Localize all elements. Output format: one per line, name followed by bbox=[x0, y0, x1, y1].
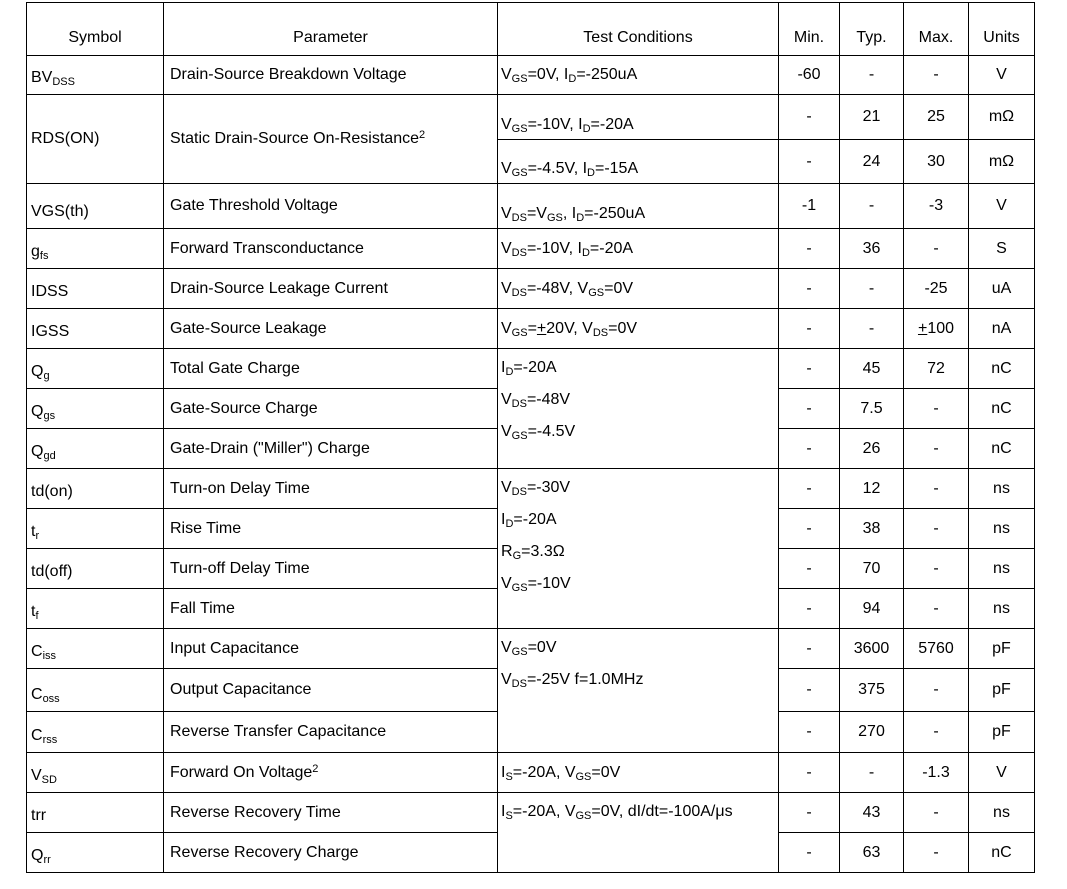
min-cell: - bbox=[779, 833, 840, 873]
table-row bbox=[27, 629, 1035, 669]
symbol-cell: td(on) bbox=[27, 469, 164, 509]
unit-cell: ns bbox=[969, 589, 1035, 629]
min-cell: - bbox=[779, 389, 840, 429]
max-cell: -25 bbox=[904, 269, 969, 309]
header-units: Units bbox=[969, 3, 1035, 56]
symbol-cell: $Q_{gd}$ bbox=[27, 429, 164, 469]
unit-cell: mΩ bbox=[969, 95, 1035, 140]
min-cell: - bbox=[779, 589, 840, 629]
unit-cell: mΩ bbox=[969, 140, 1035, 184]
typ-cell: 43 bbox=[840, 793, 904, 833]
parameter-cell: Reverse Recovery Charge bbox=[164, 833, 498, 873]
header-max: Max. bbox=[904, 3, 969, 56]
typ-cell: 7.5 bbox=[840, 389, 904, 429]
symbol-cell: $C_{oss}$ bbox=[27, 669, 164, 712]
parameter-cell: Turn-off Delay Time bbox=[164, 549, 498, 589]
typ-cell: 26 bbox=[840, 429, 904, 469]
condition-line: $V_{DS}=-25V$ f=1.0MHz bbox=[501, 671, 644, 690]
max-cell: 5760 bbox=[904, 629, 969, 669]
table-row bbox=[27, 269, 1035, 309]
condition-line: $V_{GS}=-10V$ bbox=[501, 575, 571, 594]
symbol-cell: $C_{iss}$ bbox=[27, 629, 164, 669]
min-cell: - bbox=[779, 269, 840, 309]
parameter-cell: Input Capacitance bbox=[164, 629, 498, 669]
min-cell: - bbox=[779, 629, 840, 669]
min-cell: -1 bbox=[779, 184, 840, 229]
min-cell: - bbox=[779, 712, 840, 753]
max-cell: - bbox=[904, 669, 969, 712]
typ-cell: 63 bbox=[840, 833, 904, 873]
max-cell: - bbox=[904, 549, 969, 589]
typ-cell: 38 bbox=[840, 509, 904, 549]
min-cell: - bbox=[779, 349, 840, 389]
typ-cell: 94 bbox=[840, 589, 904, 629]
max-cell: - bbox=[904, 833, 969, 873]
symbol-cell: trr bbox=[27, 793, 164, 833]
header-row bbox=[27, 3, 1035, 56]
max-cell: - bbox=[904, 229, 969, 269]
header-test-conditions: Test Conditions bbox=[498, 3, 779, 56]
max-cell: - bbox=[904, 712, 969, 753]
condition-line: $V_{GS}=0V$ bbox=[501, 639, 557, 658]
typ-cell: 3600 bbox=[840, 629, 904, 669]
typ-cell: 24 bbox=[840, 140, 904, 184]
condition-line: $V_{DS}=-48V$ bbox=[501, 391, 571, 410]
min-cell: - bbox=[779, 753, 840, 793]
symbol-cell: $V_{SD}$ bbox=[27, 753, 164, 793]
min-cell: - bbox=[779, 429, 840, 469]
typ-cell: - bbox=[840, 753, 904, 793]
max-cell: - bbox=[904, 469, 969, 509]
parameter-cell: Forward On Voltage$^2$ bbox=[164, 753, 498, 793]
unit-cell: ns bbox=[969, 469, 1035, 509]
table-row bbox=[27, 309, 1035, 349]
table-row bbox=[27, 56, 1035, 95]
table-row bbox=[27, 753, 1035, 793]
symbol-cell: $BV_{DSS}$ bbox=[27, 56, 164, 95]
unit-cell: V bbox=[969, 184, 1035, 229]
max-cell: - bbox=[904, 793, 969, 833]
max-cell: +100 bbox=[904, 309, 969, 349]
header-parameter: Parameter bbox=[164, 3, 498, 56]
condition-line: $I_D=-20A$ bbox=[501, 359, 557, 378]
min-cell: - bbox=[779, 140, 840, 184]
typ-cell: 21 bbox=[840, 95, 904, 140]
parameter-cell: Gate-Drain ("Miller") Charge bbox=[164, 429, 498, 469]
unit-cell: pF bbox=[969, 712, 1035, 753]
parameter-cell: Fall Time bbox=[164, 589, 498, 629]
parameter-cell: Gate-Source Leakage bbox=[164, 309, 498, 349]
condition-cell: $V_{GS}=-4.5V$, $I_D=-15A$ bbox=[498, 140, 779, 184]
min-cell: - bbox=[779, 469, 840, 509]
table-row bbox=[27, 95, 1035, 140]
condition-cell: $V_{GS}=-10V$, $I_D=-20A$ bbox=[498, 95, 779, 140]
symbol-cell: $Q_{rr}$ bbox=[27, 833, 164, 873]
header-min: Min. bbox=[779, 3, 840, 56]
symbol-cell: $g_{fs}$ bbox=[27, 229, 164, 269]
typ-cell: 12 bbox=[840, 469, 904, 509]
table-row bbox=[27, 229, 1035, 269]
condition-cell: $V_{DS}=-10V$, $I_D=-20A$ bbox=[498, 229, 779, 269]
min-cell: - bbox=[779, 669, 840, 712]
condition-cell bbox=[498, 793, 779, 873]
parameter-cell: Static Drain-Source On-Resistance$^2$ bbox=[164, 95, 498, 184]
max-cell: - bbox=[904, 589, 969, 629]
condition-cell bbox=[498, 629, 779, 753]
max-cell: -3 bbox=[904, 184, 969, 229]
typ-cell: 45 bbox=[840, 349, 904, 389]
symbol-cell: VGS(th) bbox=[27, 184, 164, 229]
max-cell: 72 bbox=[904, 349, 969, 389]
unit-cell: S bbox=[969, 229, 1035, 269]
condition-cell: $V_{DS}=V_{GS}$, $I_D=-250uA$ bbox=[498, 184, 779, 229]
typ-cell: 70 bbox=[840, 549, 904, 589]
condition-cell: $V_{DS}=-48V$, $V_{GS}=0V$ bbox=[498, 269, 779, 309]
typ-cell: 375 bbox=[840, 669, 904, 712]
unit-cell: V bbox=[969, 56, 1035, 95]
unit-cell: ns bbox=[969, 549, 1035, 589]
min-cell: - bbox=[779, 95, 840, 140]
parameter-cell: Forward Transconductance bbox=[164, 229, 498, 269]
parameter-cell: Turn-on Delay Time bbox=[164, 469, 498, 509]
condition-line: $V_{GS}=-4.5V$ bbox=[501, 423, 576, 442]
condition-cell bbox=[498, 469, 779, 629]
symbol-cell: $t_f$ bbox=[27, 589, 164, 629]
condition-line: $I_S=-20A$, $V_{GS}=0V$, dI/dt=-100A/μs bbox=[501, 803, 733, 822]
table-row bbox=[27, 349, 1035, 389]
unit-cell: pF bbox=[969, 629, 1035, 669]
parameter-cell: Gate Threshold Voltage bbox=[164, 184, 498, 229]
unit-cell: nC bbox=[969, 429, 1035, 469]
max-cell: 30 bbox=[904, 140, 969, 184]
condition-line: $R_G=3.3\Omega$ bbox=[501, 543, 565, 562]
min-cell: - bbox=[779, 309, 840, 349]
symbol-cell: $Q_g$ bbox=[27, 349, 164, 389]
parameter-cell: Reverse Recovery Time bbox=[164, 793, 498, 833]
condition-cell: $I_S=-20A$, $V_{GS}=0V$ bbox=[498, 753, 779, 793]
max-cell: - bbox=[904, 509, 969, 549]
parameter-cell: Rise Time bbox=[164, 509, 498, 549]
symbol-cell: $Q_{gs}$ bbox=[27, 389, 164, 429]
min-cell: - bbox=[779, 229, 840, 269]
parameter-cell: Drain-Source Leakage Current bbox=[164, 269, 498, 309]
condition-cell: $V_{GS}=0V$, $I_D=-250uA$ bbox=[498, 56, 779, 95]
parameter-cell: Drain-Source Breakdown Voltage bbox=[164, 56, 498, 95]
unit-cell: V bbox=[969, 753, 1035, 793]
typ-cell: - bbox=[840, 56, 904, 95]
unit-cell: nC bbox=[969, 389, 1035, 429]
table-row bbox=[27, 184, 1035, 229]
unit-cell: nC bbox=[969, 833, 1035, 873]
min-cell: -60 bbox=[779, 56, 840, 95]
max-cell: - bbox=[904, 429, 969, 469]
parameter-cell: Output Capacitance bbox=[164, 669, 498, 712]
max-cell: 25 bbox=[904, 95, 969, 140]
symbol-cell: td(off) bbox=[27, 549, 164, 589]
typ-cell: 36 bbox=[840, 229, 904, 269]
typ-cell: - bbox=[840, 184, 904, 229]
symbol-cell: RDS(ON) bbox=[27, 95, 164, 184]
parameter-cell: Gate-Source Charge bbox=[164, 389, 498, 429]
max-cell: - bbox=[904, 389, 969, 429]
table-row bbox=[27, 793, 1035, 833]
symbol-cell: IDSS bbox=[27, 269, 164, 309]
condition-cell bbox=[498, 349, 779, 469]
header-typ: Typ. bbox=[840, 3, 904, 56]
unit-cell: ns bbox=[969, 793, 1035, 833]
condition-line: $I_D=-20A$ bbox=[501, 511, 557, 530]
parameter-cell: Reverse Transfer Capacitance bbox=[164, 712, 498, 753]
condition-line: $V_{DS}=-30V$ bbox=[501, 479, 571, 498]
unit-cell: nA bbox=[969, 309, 1035, 349]
table-row bbox=[27, 469, 1035, 509]
max-cell: -1.3 bbox=[904, 753, 969, 793]
typ-cell: - bbox=[840, 269, 904, 309]
electrical-characteristics-table bbox=[26, 2, 1035, 873]
min-cell: - bbox=[779, 509, 840, 549]
symbol-cell: $C_{rss}$ bbox=[27, 712, 164, 753]
unit-cell: ns bbox=[969, 509, 1035, 549]
typ-cell: - bbox=[840, 309, 904, 349]
unit-cell: uA bbox=[969, 269, 1035, 309]
min-cell: - bbox=[779, 793, 840, 833]
min-cell: - bbox=[779, 549, 840, 589]
symbol-cell: $t_r$ bbox=[27, 509, 164, 549]
unit-cell: pF bbox=[969, 669, 1035, 712]
max-cell: - bbox=[904, 56, 969, 95]
symbol-cell: IGSS bbox=[27, 309, 164, 349]
unit-cell: nC bbox=[969, 349, 1035, 389]
typ-cell: 270 bbox=[840, 712, 904, 753]
condition-cell: $V_{GS}=+20V$, $V_{DS}=0V$ bbox=[498, 309, 779, 349]
parameter-cell: Total Gate Charge bbox=[164, 349, 498, 389]
header-symbol: Symbol bbox=[27, 3, 164, 56]
